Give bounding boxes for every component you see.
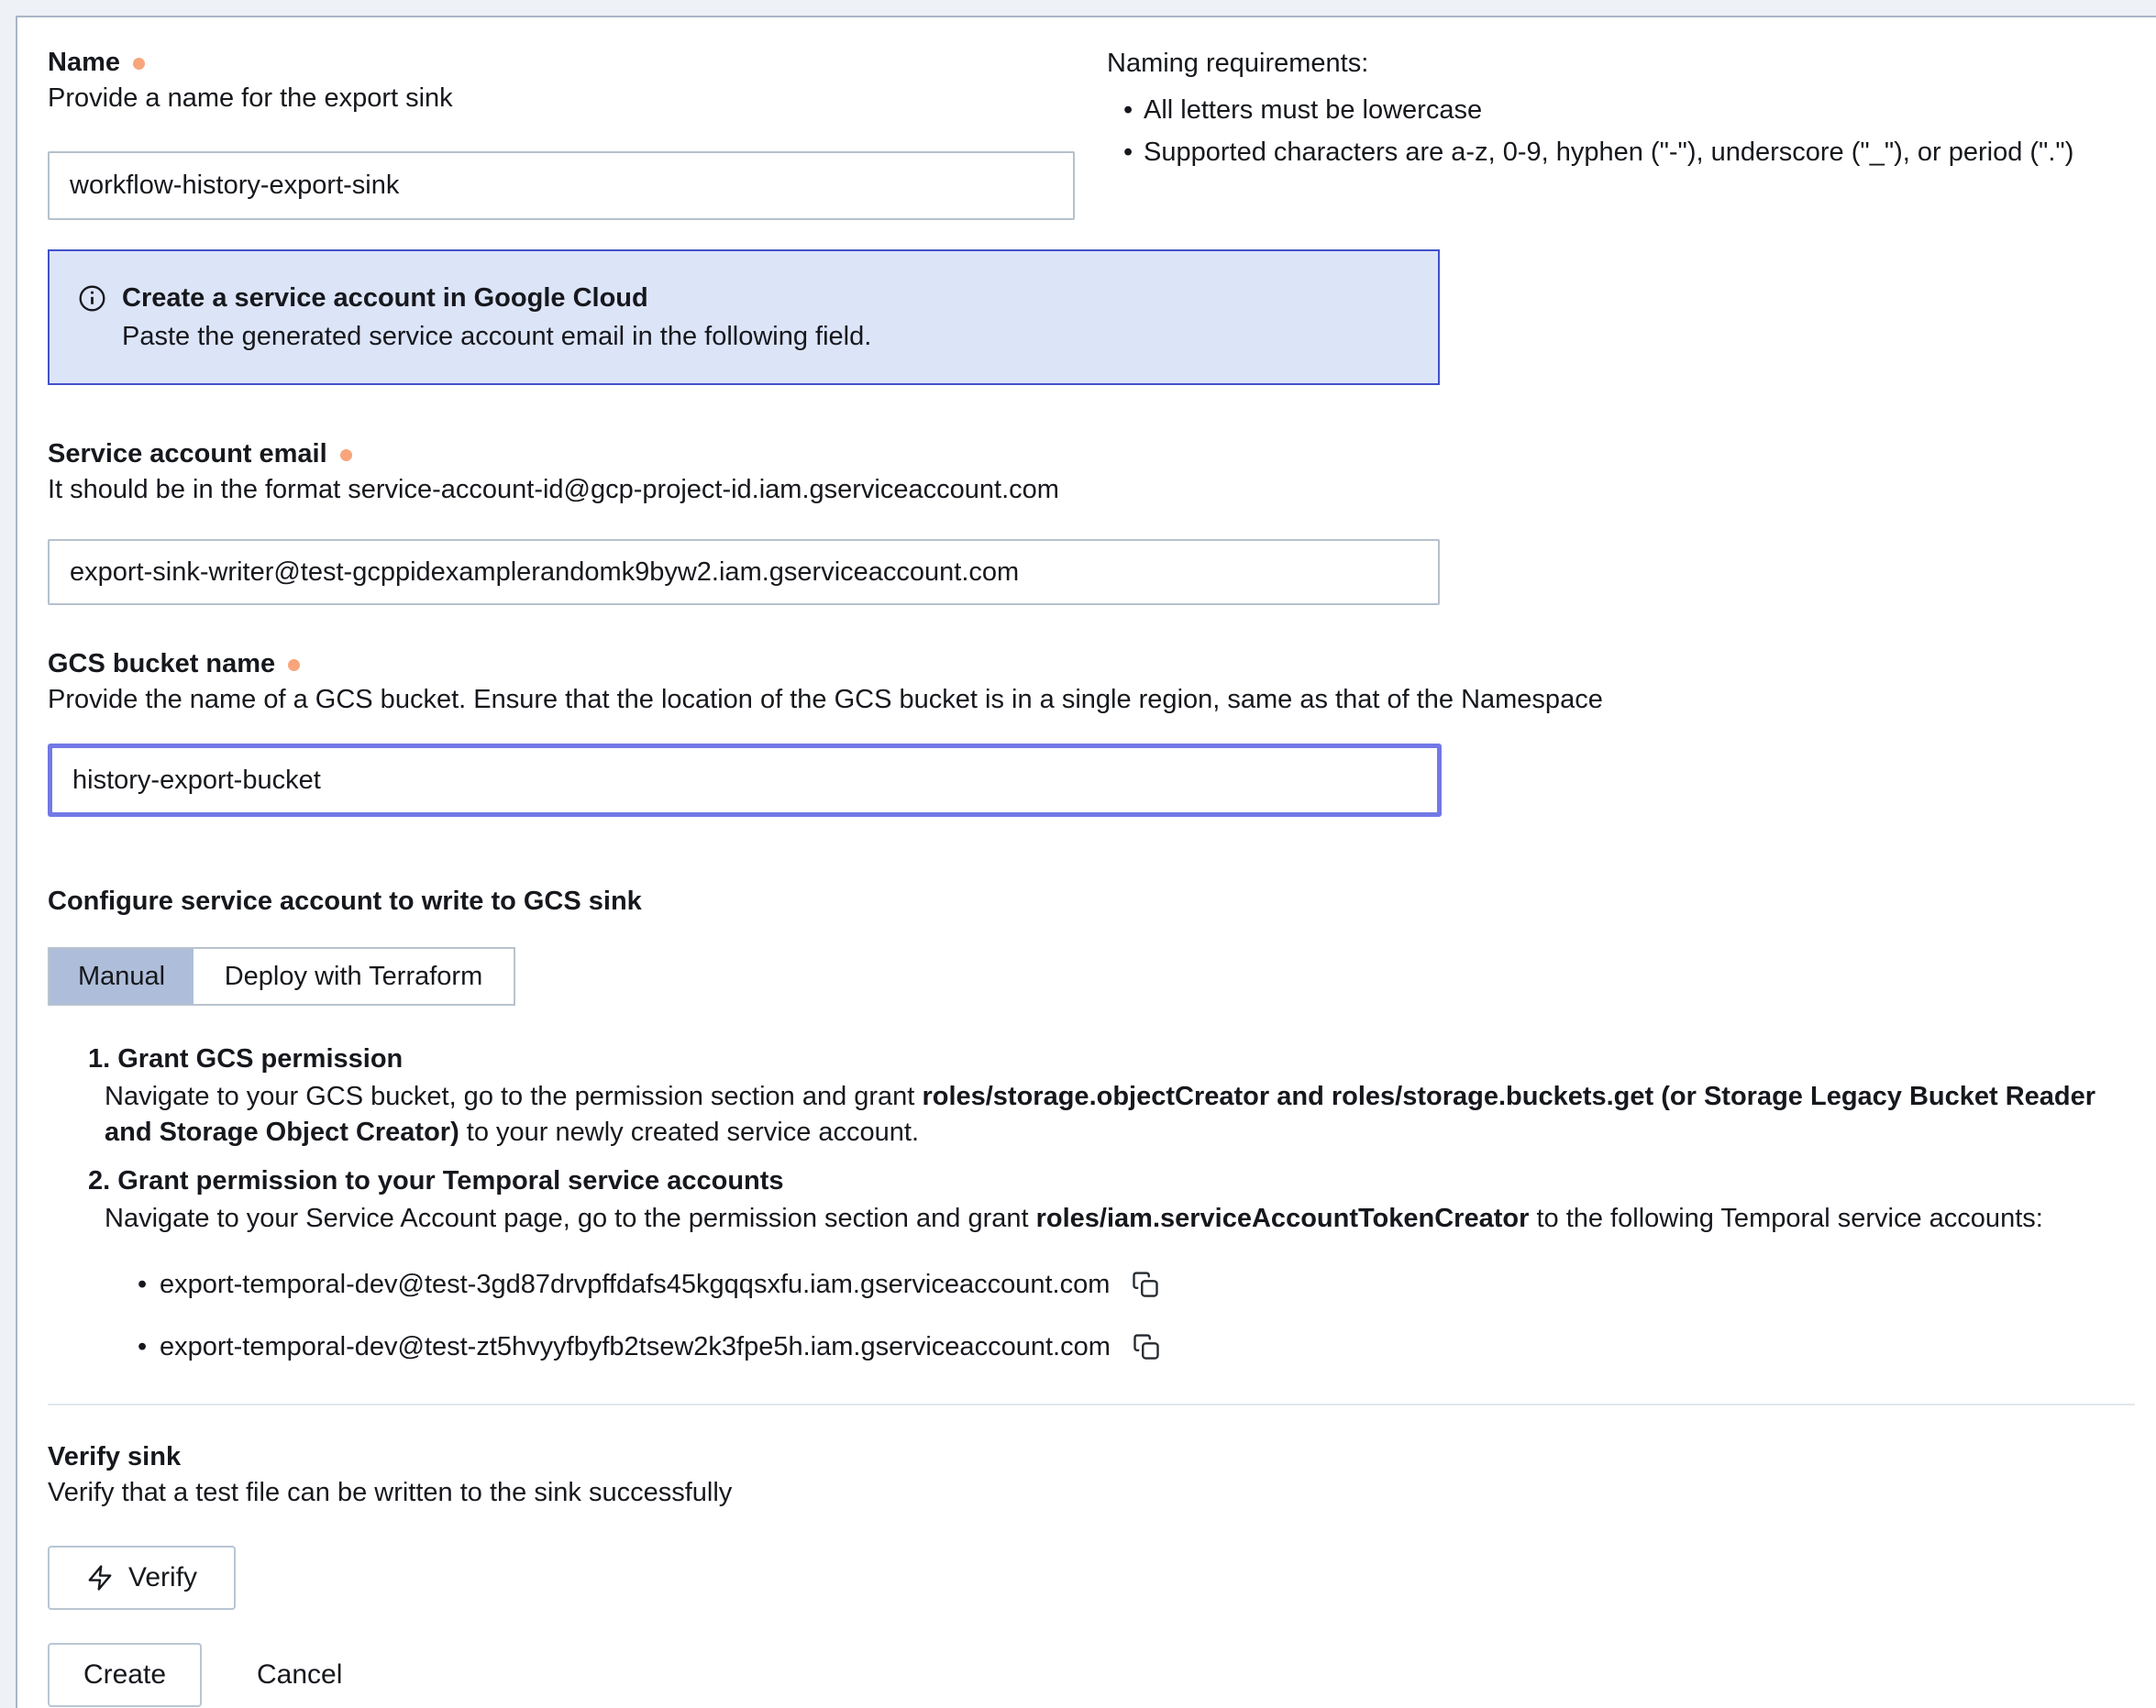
- copy-icon[interactable]: [1131, 1331, 1162, 1362]
- copy-icon[interactable]: [1130, 1269, 1161, 1300]
- required-indicator-icon: [340, 449, 352, 461]
- step-number: 2.: [88, 1166, 111, 1196]
- export-sink-form-panel: [16, 16, 2156, 1708]
- step-body-bold: roles/storage.objectCreator and roles/storage.buckets.get (or Storage Legacy Bucket Reader and Storage Object Creator): [105, 1082, 2096, 1147]
- required-indicator-icon: [288, 659, 300, 671]
- temporal-service-account-email: export-temporal-dev@test-3gd87drvpffdafs45kgqqsxfu.iam.gserviceaccount.com: [160, 1270, 1111, 1299]
- cancel-button[interactable]: Cancel: [257, 1659, 343, 1690]
- step-body-text: to the following Temporal service accounts:: [1529, 1204, 2043, 1233]
- sink-name-input[interactable]: [48, 151, 1075, 220]
- verify-section-description: Verify that a test file can be written to the sink successfully: [48, 1478, 733, 1507]
- step-title: [88, 1163, 2111, 1198]
- tab-deploy-with-terraform[interactable]: Deploy with Terraform: [193, 949, 514, 1004]
- service-account-field-description: It should be in the format service-account-id@gcp-project-id.iam.gserviceaccount.com: [48, 475, 1059, 504]
- name-field-description: Provide a name for the export sink: [48, 83, 453, 113]
- manual-steps: [48, 1041, 2148, 1237]
- bullet-icon: •: [138, 1332, 148, 1361]
- step-title-text: Grant GCS permission: [117, 1044, 404, 1074]
- bullet-icon: •: [1123, 95, 1133, 125]
- verify-button[interactable]: [48, 1546, 236, 1610]
- bucket-field-label: [48, 646, 2148, 681]
- naming-requirement-text: All letters must be lowercase: [1144, 95, 1483, 125]
- banner-title: Create a service account in Google Cloud: [122, 283, 648, 313]
- naming-requirements-title: Naming requirements:: [1107, 49, 1369, 78]
- temporal-service-account-item: [138, 1328, 2148, 1365]
- naming-requirement-item: [1107, 92, 2152, 128]
- bullet-icon: •: [1123, 138, 1133, 167]
- naming-requirements: [1107, 45, 2152, 171]
- step-body-text: to your newly created service account.: [459, 1118, 920, 1147]
- naming-requirement-text: Supported characters are a-z, 0-9, hyphen ("-"), underscore ("_"), or period ("."): [1144, 138, 2074, 167]
- step-body-text: Navigate to your GCS bucket, go to the permission section and grant: [105, 1082, 923, 1111]
- service-account-field-label: [48, 436, 2148, 471]
- step-body: [88, 1201, 2111, 1237]
- create-button[interactable]: Create: [48, 1643, 202, 1707]
- step-number: 1.: [88, 1044, 111, 1074]
- temporal-service-account-email: export-temporal-dev@test-zt5hvyyfbyfb2tsew2k3fpe5h.iam.gserviceaccount.com: [160, 1332, 1111, 1361]
- service-account-email-input[interactable]: [48, 539, 1440, 605]
- step-grant-gcs-permission: [88, 1041, 2111, 1151]
- bullet-icon: •: [138, 1270, 148, 1299]
- bucket-label-text: GCS bucket name: [48, 649, 276, 678]
- verify-button-label: Verify: [128, 1562, 198, 1592]
- lightning-icon: [86, 1564, 114, 1592]
- step-body-bold: roles/iam.serviceAccountTokenCreator: [1035, 1204, 1530, 1233]
- step-body: [88, 1079, 2111, 1151]
- step-grant-temporal-permission: [88, 1163, 2111, 1237]
- service-account-label-text: Service account email: [48, 439, 327, 468]
- info-icon: [77, 283, 107, 314]
- temporal-service-account-list: [48, 1266, 2148, 1365]
- step-title: [88, 1041, 2111, 1076]
- section-divider: [48, 1404, 2135, 1405]
- configure-section-title: Configure service account to write to GCS sink: [48, 887, 642, 916]
- bucket-field-description: Provide the name of a GCS bucket. Ensure that the location of the GCS bucket is in a single region, same as that of the Namespace: [48, 685, 1603, 714]
- step-body-text: Navigate to your Service Account page, go to the permission section and grant: [105, 1204, 1036, 1233]
- configure-tabs: [48, 947, 515, 1006]
- banner-title-row: [77, 279, 1412, 317]
- name-label-text: Name: [48, 48, 120, 77]
- verify-section-title: Verify sink: [48, 1442, 182, 1471]
- step-title-text: Grant permission to your Temporal service accounts: [117, 1166, 784, 1196]
- naming-requirement-item: [1107, 134, 2152, 171]
- temporal-service-account-item: [138, 1266, 2148, 1303]
- required-indicator-icon: [133, 58, 145, 70]
- tab-manual[interactable]: Manual: [50, 949, 193, 1004]
- service-account-info-banner: [48, 249, 1440, 385]
- gcs-bucket-input[interactable]: [48, 744, 1442, 817]
- banner-body: Paste the generated service account email in the following field.: [122, 322, 872, 351]
